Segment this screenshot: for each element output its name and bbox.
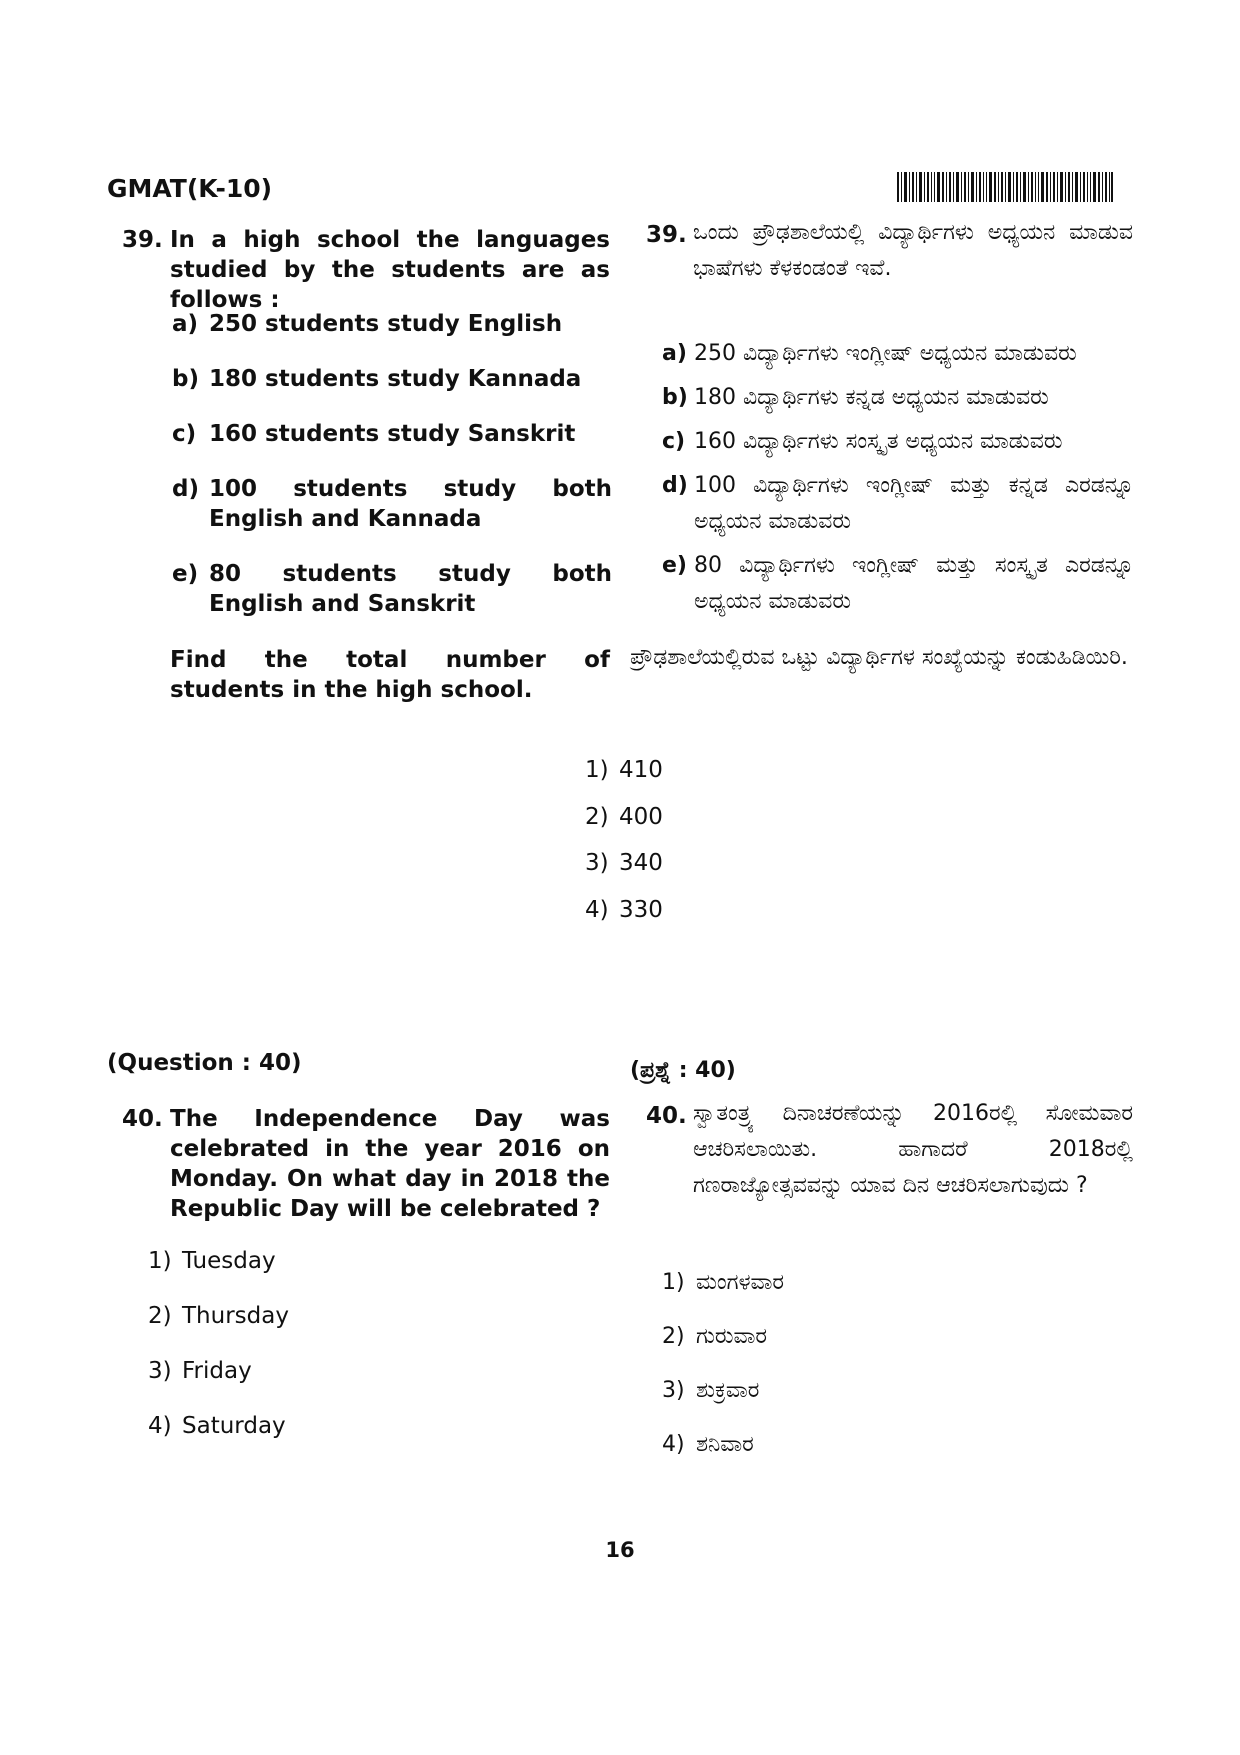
answer-label: 2) [148,1303,172,1329]
item-label: e) [172,561,199,587]
answer-text: ಗುರುವಾರ [696,1324,768,1349]
item-text: 250 ವಿದ್ಯಾರ್ಥಿಗಳು ಇಂಗ್ಲೀಷ್ ಅಧ್ಯಯನ ಮಾಡುವರು [694,341,1077,366]
item-label: d) [172,476,199,502]
item-text: 180 ವಿದ್ಯಾರ್ಥಿಗಳು ಕನ್ನಡ ಅಧ್ಯಯನ ಮಾಡುವರು [694,385,1049,410]
answer-text: ಶನಿವಾರ [696,1432,754,1457]
item-label: d) [662,473,688,498]
q39-answer-2 [585,804,663,830]
item-text: 100 students study both English and Kannada [209,476,612,532]
q40-kn-number: 40. [646,1103,687,1129]
answer-label: 3) [585,850,609,876]
q39-kn-find-text: ಪ್ರೌಢಶಾಲೆಯಲ್ಲಿರುವ ಒಟ್ಟು ವಿದ್ಯಾರ್ಥಿಗಳ ಸಂಖ್ಯೆಯನ್ನು ಕಂಡುಹಿಡಿಯಿರಿ. [630,645,1128,670]
item-label: a) [662,341,687,366]
q39-kn-item-e [662,548,1134,620]
page-number: 16 [605,1538,635,1562]
q40-kn-answer-1 [662,1265,784,1301]
q39-answer-3 [585,850,663,876]
barcode [897,172,1113,202]
q40-kn-answer-4 [662,1427,754,1463]
item-label: b) [172,366,199,392]
q39-find-text: Find the total number of students in the high school. [170,647,610,703]
q39-kn-item-b [662,380,1134,416]
item-text: 80 students study both English and Sanskrit [209,561,612,617]
q40-answer-2 [148,1303,289,1329]
answer-label: 1) [585,757,609,783]
item-label: b) [662,385,688,410]
q39-item-c [172,419,612,449]
q39-answer-4 [585,897,663,923]
q39-kn-item-d [662,468,1134,540]
q39-kn-item-c [662,424,1134,460]
answer-label: 3) [148,1358,172,1384]
item-label: a) [172,311,199,337]
answer-text: ಶುಕ್ರವಾರ [696,1378,760,1403]
q39-item-e [172,559,612,619]
paper-code: GMAT(K-10) [107,174,273,203]
answer-text: 340 [619,850,663,876]
q39-item-b [172,364,612,394]
answer-text: Saturday [182,1413,286,1439]
q39-answer-1 [585,757,663,783]
answer-text: 410 [619,757,663,783]
answer-label: 1) [148,1248,172,1274]
q40-number: 40. [122,1106,163,1132]
q40-answer-1 [148,1248,276,1274]
q39-kn-number: 39. [646,222,687,248]
answer-text: 330 [619,897,663,923]
item-text: 180 students study Kannada [209,366,582,392]
item-label: c) [172,421,197,447]
answer-label: 1) [662,1270,685,1295]
item-text: 250 students study English [209,311,563,337]
answer-label: 4) [148,1413,172,1439]
q40-kn-heading: (ಪ್ರಶ್ನೆ : 40) [630,1058,736,1083]
answer-text: ಮಂಗಳವಾರ [696,1270,785,1295]
q39-kn-question-text: ಒಂದು ಪ್ರೌಢಶಾಲೆಯಲ್ಲಿ ವಿದ್ಯಾರ್ಥಿಗಳು ಅಧ್ಯಯನ ಮಾಡುವ ಭಾಷೆಗಳು ಕೆಳಕಂಡಂತೆ ಇವೆ. [693,220,1133,281]
answer-label: 2) [585,804,609,830]
item-text: 160 students study Sanskrit [209,421,576,447]
q39-item-a [172,309,612,339]
answer-label: 4) [662,1432,685,1457]
q39-item-d [172,474,612,534]
item-text: 100 ವಿದ್ಯಾರ್ಥಿಗಳು ಇಂಗ್ಲೀಷ್ ಮತ್ತು ಕನ್ನಡ ಎರಡನ್ನೂ ಅಧ್ಯಯನ ಮಾಡುವರು [694,473,1134,534]
answer-text: 400 [619,804,663,830]
q40-kn-answer-2 [662,1319,767,1355]
q40-answer-3 [148,1358,252,1384]
answer-text: Friday [182,1358,252,1384]
item-text: 80 ವಿದ್ಯಾರ್ಥಿಗಳು ಇಂಗ್ಲೀಷ್ ಮತ್ತು ಸಂಸ್ಕೃತ ಎರಡನ್ನೂ ಅಧ್ಯಯನ ಮಾಡುವರು [694,553,1134,614]
answer-label: 2) [662,1324,685,1349]
item-label: e) [662,553,687,578]
q40-kn-answer-3 [662,1373,759,1409]
item-text: 160 ವಿದ್ಯಾರ್ಥಿಗಳು ಸಂಸ್ಕೃತ ಅಧ್ಯಯನ ಮಾಡುವರು [694,429,1063,454]
q39-kn-item-a [662,336,1134,372]
answer-text: Thursday [182,1303,289,1329]
q40-kn-question-text: ಸ್ವಾತಂತ್ರ್ಯ ದಿನಾಚರಣೆಯನ್ನು 2016ರಲ್ಲಿ ಸೋಮವಾರ ಆಚರಿಸಲಾಯಿತು. ಹಾಗಾದರೆ 2018ರಲ್ಲಿ ಗಣರಾಜ್ಯೋತ್ಸವವನ್ನು ಯಾವ ದಿನ ಆಚರಿಸಲಾಗುವುದು ? [693,1101,1133,1198]
answer-text: Tuesday [182,1248,276,1274]
item-label: c) [662,429,686,454]
q40-answer-4 [148,1413,286,1439]
q39-number: 39. [122,227,163,253]
q40-heading: (Question : 40) [107,1050,302,1076]
q39-question-text: In a high school the languages studied by the students are as follows : [170,227,610,313]
answer-label: 3) [662,1378,685,1403]
answer-label: 4) [585,897,609,923]
q40-question-text: The Independence Day was celebrated in the year 2016 on Monday. On what day in 2018 the Republic Day will be celebrated ? [170,1106,610,1222]
